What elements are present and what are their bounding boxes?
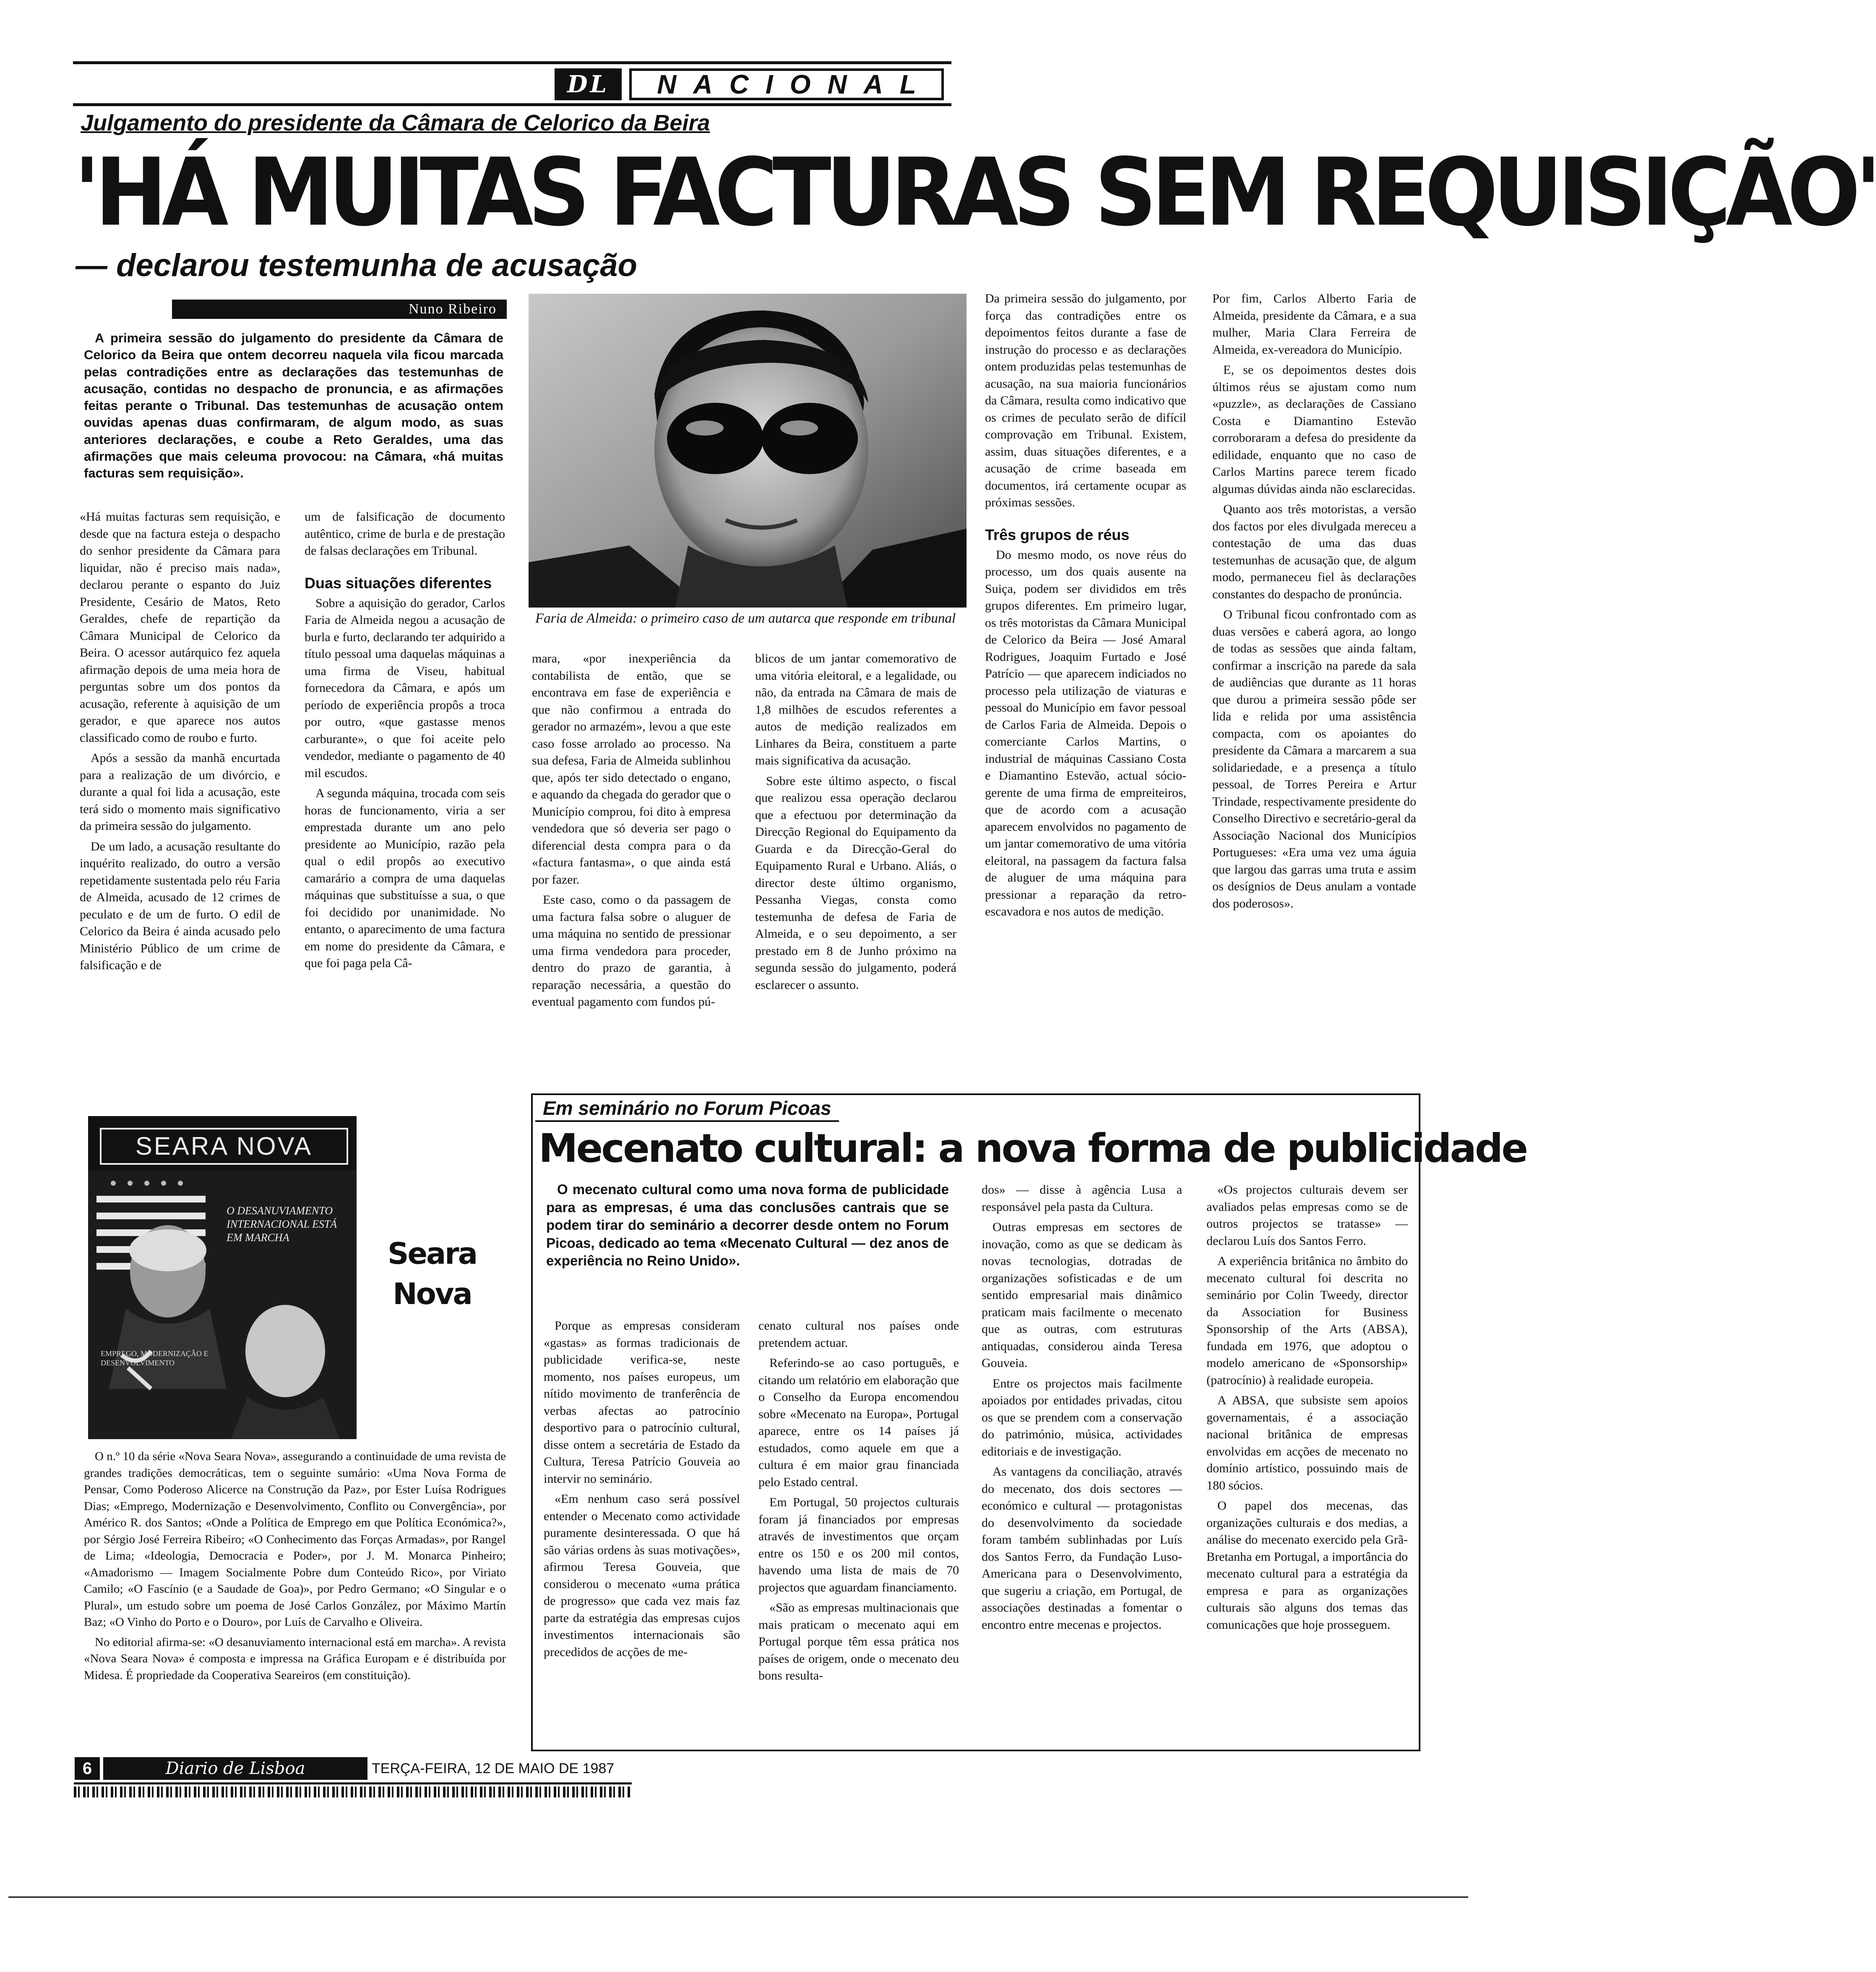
- paragraph: E, se os depoimentos destes dois últimos réus se ajustam como num «puzzle», as declarações de Cassiano Costa e Diamantino Estevão corroboraram a defesa do presidente da edilidade, enquanto que no caso de Carlos Martins parece terem ficado algumas dúvidas ainda não esclarecidas.: [1212, 363, 1416, 496]
- paragraph: Por fim, Carlos Alberto Faria de Almeida, presidente da Câmara, e a sua mulher, Maria Clara Ferreira de Almeida, ex-vereadora do Município.: [1212, 292, 1416, 357]
- article2-lead: O mecenato cultural como uma nova forma de publicidade para as empresas, é uma das conclusões cantrais que se podem tirar do seminário a decorrer desde ontem no Forum Picoas, dedicado ao tema «Mecenato Cultural — dez anos de experiência no Reino Unido».: [546, 1182, 949, 1268]
- article1-lead: A primeira sessão do julgamento do presidente da Câmara de Celorico da Beira que ontem decorreu naquela vila ficou marcada pelas contradições entre as declarações das testemunhas de acusação, contidas no despacho de pronuncia, e as afirmações feitas perante o Tribunal. Das testemunhas de acusação ontem ouvidas apenas duas confirmaram, de algum modo, as suas anteriores declarações, e coube a Reto Geraldes, uma das afirmações que mais celeuma provocou: na Câmara, «há muitas facturas sem requisição».: [84, 331, 503, 481]
- subheading: Três grupos de réus: [985, 526, 1130, 543]
- paragraph: O Tribunal ficou confrontado com as duas versões e caberá agora, ao longo de todas as sessões que ainda faltam, confirmar a inscrição na parede da sala de audiências que durante as 11 horas que durou a primeira sessão pôde ser lida e relida por uma assistência compacta, com os apoiantes do presidente da Câmara a marcarem a sua solidariedade, e a presença a título pessoal, de Torres Pereira e Artur Trindade, respectivamente presidente do Conselho Directivo e secretário-geral da Associação Nacional dos Municípios Portugueses: «Era uma vez uma águia que largou das garras uma truta e assim os desígnios de Deus anulam a vontade dos poderosos».: [1212, 608, 1416, 910]
- paragraph: cenato cultural nos países onde pretendem actuar.: [758, 1319, 959, 1350]
- paragraph: A segunda máquina, trocada com seis horas de funcionamento, viria a ser emprestada durante um ano pelo presidente ao Município, razão pela qual o edil propôs ao executivo camarário a compra de uma daquelas máquinas que substituísse a sua, o que foi decidido por unanimidade. No entanto, o aparecimento de uma factura em nome do presidente da Câmara, e que foi paga pela Câ-: [305, 786, 505, 970]
- paragraph: Este caso, como o da passagem de uma factura falsa sobre o aluguer de uma máquina no sentido de pressionar uma firma vendedora para proceder, dentro do prazo de garantia, à reparação necessária, a questão do eventual pagamento com fundos pú-: [532, 893, 731, 1009]
- article2-column-1: [544, 1317, 740, 1664]
- article1-deck: — declarou testemunha de acusação: [76, 248, 637, 283]
- article1-kicker: Julgamento do presidente da Câmara de Celorico da Beira: [81, 110, 710, 136]
- paragraph: Entre os projectos mais facilmente apoiados por entidades privadas, citou os que se prendem com a conservação do património, música, actividades editoriais e de investigação.: [982, 1376, 1182, 1458]
- paragraph: No editorial afirma-se: «O desanuviamento internacional está em marcha». A revista «Nova Seara Nova» é composta e impressa na Gráfica Europam e é distribuída por Midesa. É propriedade da Cooperativa Seareiros (em constituição).: [84, 1635, 506, 1682]
- paragraph: Após a sessão da manhã encurtada para a realização de um divórcio, e durante a qual foi lida a acusação, este terá sido o momento mais significativo da primeira sessão do julgamento.: [80, 751, 280, 833]
- article1-column-1: [80, 509, 280, 978]
- paragraph: Sobre a aquisição do gerador, Carlos Faria de Almeida negou a acusação de burla e furto, declarando ter adquirido a título pessoal uma daquelas máquinas a uma firma de Viseu, habitual fornecedora da Câmara, e após um período de experiência propôs a troca por outro, «que gastasse menos carburante», o que foi aceite pelo vendedor, mediante o pagamento de 40 mil escudos.: [305, 596, 505, 780]
- paragraph: Quanto aos três motoristas, a versão dos factos por eles divulgada mereceu a contestação de uma das duas testemunhas de acusação que, de algum modo, permaneceu fiel às declarações constantes do despacho de pronúncia.: [1212, 502, 1416, 601]
- paragraph: dos» — disse à agência Lusa a responsável pela pasta da Cultura.: [982, 1183, 1182, 1214]
- page-bottom-rule: [8, 1896, 1468, 1898]
- paragraph: Sobre este último aspecto, o fiscal que realizou essa operação declarou que a efectuou por determinação da Direcção Regional do Equipamento da Guarda e da Direcção-Geral do Equipamento Rural e Urbano. Aliás, o director deste último organismo, Pessanha Viegas, consta como testemunha de defesa de Faria de Almeida, e o seu depoimento, a ser prestado em 8 de Junho próximo na segunda sessão do julgamento, poderá esclarecer o assunto.: [755, 774, 956, 992]
- article1-column-5: [985, 290, 1186, 924]
- paragraph: Da primeira sessão do julgamento, por força das contradições entre os depoimentos feitos durante a fase de instrução do processo e as declarações ontem produzidas pelas testemunhas de acusação, na sua maioria funcionários da Câmara, resulta como indicativo que os crimes de peculato serão de difícil comprovação em Tribunal. Existem, assim, duas situações diferentes, e a acusação de crime baseada em documentos, irá certamente ocupar as próximas sessões.: [985, 292, 1186, 509]
- paragraph: «Há muitas facturas sem requisição, e desde que na factura esteja o despacho do senhor presidente da Câmara para liquidar, não é preciso mais nada», declarou perante o espanto do Juiz Presidente, Cesário de Matos, Reto Geraldes, chefe de repartição da Câmara Municipal de Celorico da Beira. O acessor autárquico fez aquela afirmação depois de uma meia hora de perguntas sobre um dos pontos da acusação, referente à aquisição de um gerador, e que aparece nos autos classificado como de roubo e furto.: [80, 510, 280, 745]
- paragraph: «Em nenhum caso será possível entender o Mecenato como actividade puramente desinteressada. O que há são várias ordens às suas motivações», afirmou Teresa Gouveia, que considerou o mecenato «uma prática de progresso» que cada vez mais faz parte da estratégia das empresas cujos investimentos internacionais são precedidos de acções de me-: [544, 1492, 740, 1659]
- article1-column-4: [755, 650, 956, 997]
- masthead-logo: DL: [555, 68, 622, 100]
- seara-nova-title: Seara Nova: [388, 1236, 477, 1311]
- paragraph: «São as empresas multinacionais que mais praticam o mecenato aqui em Portugal porque têm essa prática nos países de origem, onde o mecenato deu bons resulta-: [758, 1601, 959, 1682]
- article1-column-6: [1212, 290, 1416, 916]
- footer-rule: [74, 1782, 632, 1784]
- cover-title: SEARA NOVA: [100, 1128, 348, 1165]
- cover-headline: O DESANUVIAMENTO INTERNACIONAL ESTÁ EM MARCHA: [227, 1205, 337, 1244]
- footer-pattern: [74, 1787, 632, 1797]
- masthead-bottom-rule: [73, 103, 951, 106]
- masthead-top-rule: [73, 61, 951, 64]
- seara-nova-cover: [88, 1116, 357, 1439]
- paragraph: A ABSA, que subsiste sem apoios governamentais, é a associação nacional britânica de empresas envolvidas em acções de mecenato no domínio artístico, possuindo mais de 180 sócios.: [1206, 1393, 1408, 1492]
- paragraph: Porque as empresas consideram «gastas» as formas tradicionais de publicidade verifica-se, neste momento, nos países europeus, um nítido movimento de tranferência de verbas afectas ao patrocínio desportivo para o patrocínio cultural, disse ontem a secretária de Estado da Cultura, Teresa Patrício Gouveia ao intervir no seminário.: [544, 1319, 740, 1486]
- article2-column-4: [1206, 1182, 1408, 1637]
- paragraph: Em Portugal, 50 projectos culturais foram já financiados por empresas através de investimentos que orçam entre os 150 e os 200 mil contos, havendo uma lista de mais de 70 projectos que aguardam financiamento.: [758, 1495, 959, 1594]
- article2-headline: Mecenato cultural: a nova forma de publicidade: [539, 1126, 1527, 1171]
- article2-column-3: [982, 1182, 1182, 1637]
- footer-page-number: 6: [75, 1757, 100, 1780]
- paragraph: O n.º 10 da série «Nova Seara Nova», assegurando a continuidade de uma revista de grandes tradições democráticas, tem o seguinte sumário: «Uma Nova Forma de Pensar, Como Poderoso Alicerce na Construção da Paz», por Ester Luísa Rodrigues Dias; «Emprego, Modernização e Desenvolvimento, Conflito ou Convergência», por Américo R. dos Santos; «Onde a Política de Emprego em que Política Económica?», por Sérgio José Ferreira Ribeiro; «O Conhecimento das Forças Armadas», por Rangel de Lima; «Ideologia, Democracia e Poder», por J. M. Monarca Pinheiro; «Amadorismo — Imagem Socialmente Pobre dum Conteúdo Rico», por Viriato Camilo; «O Fascínio (e a Saudade de Goa)», por Pedro Germano; «O Singular e o Plural», um estudo sobre um poema de José Carlos González, por Máximo Martín Baz; «O Vinho do Porto e o Douro», por Luís de Carvalho e Oliveira.: [84, 1450, 506, 1629]
- paragraph: blicos de um jantar comemorativo de uma vitória eleitoral, e a legalidade, ou não, da entrada na Câmara de mais de 1,8 milhões de escudos referentes a autos de medição realizados em Linhares da Beira, constituem a parte mais significativa da acusação.: [755, 652, 956, 767]
- article2-column-2: [758, 1317, 959, 1688]
- paragraph: mara, «por inexperiência da contabilista de então, que se encontrava em fase de experiência e que não confirmou a entrada do gerador no armazém», levou a que este caso fosse arrolado ao processo. Na sua defesa, Faria de Almeida sublinhou que, após ter sido detectado o engano, e aquando da chegada do gerador que o Município comprou, foi dito à empresa vendedora que só deveria ser pago o diferencial desta compra para o da «factura fantasma», o que ainda está por fazer.: [532, 652, 731, 887]
- paragraph: De um lado, a acusação resultante do inquérito realizado, do outro a versão repetidamente sustentada pelo réu Faria de Almeida, acusado de 12 crimes de peculato e de um de furto. O edil de Celorico da Beira é ainda acusado pelo Ministério Público de um crime de falsificação e de: [80, 839, 280, 972]
- paragraph: A experiência britânica no âmbito do mecenato cultural foi descrita no seminário por Colin Tweedy, director da Association for Business Sponsorship of the Arts (ABSA), fundada em 1976, que adoptou o modelo americano de «Sponsorship» (patrocínio) à realidade europeia.: [1206, 1254, 1408, 1387]
- article1-column-3: [532, 650, 731, 1014]
- subheading: Duas situações diferentes: [305, 574, 492, 592]
- faria-de-almeida-photo: [529, 294, 967, 608]
- paragraph: um de falsificação de documento autêntico, crime de burla e de prestação de falsas declarações em Tribunal.: [305, 510, 505, 558]
- section-label: NACIONAL: [629, 68, 944, 100]
- seara-nova-text: [84, 1448, 506, 1687]
- article1-column-2: [305, 509, 505, 976]
- paragraph: Do mesmo modo, os nove réus do processo, um dos quais ausente na Suiça, podem ser divididos em três grupos diferentes. Em primeiro lugar, os três motoristas da Câmara Municipal de Celorico da Beira — José Amaral Rodrigues, Joaquim Furtado e José Patrício — que aparecem indiciados no processo pela utilização de viaturas e pessoal do Município em favor pessoal de Carlos Faria de Almeida. Depois o comerciante Carlos Martins, o industrial de máquinas Cassiano Costa e Diamantino Estevão, actual sócio-gerente de uma firma de empreiteiros, que de acordo com a acusação aparecem envolvidos no pagamento de um jantar comemorativo de uma vitória eleitoral, na passagem da factura falsa de aluguer de uma máquina para pressionar a reparação da retro-escavadora e nos autos de medição.: [985, 548, 1186, 918]
- paragraph: O papel dos mecenas, das organizações culturais e dos medias, a análise do mecenato exercido pela Grã-Bretanha em Portugal, a importância do mecenato cultural para a estratégia da empresa e para as organizações culturais são alguns dos temas das comunicações que hoje prosseguem.: [1206, 1499, 1408, 1632]
- paragraph: Outras empresas em sectores de inovação, como as que se dedicam às novas tecnologias, dotradas de organizações sofisticadas e de um sentido empresarial mais dinâmico praticam mais facilmente o mecenato que as outras, com estruturas antiquadas, considerou ainda Teresa Gouveia.: [982, 1220, 1182, 1370]
- article1-headline: 'HÁ MUITAS FACTURAS SEM REQUISIÇÃO': [74, 138, 1876, 247]
- paragraph: Referindo-se ao caso português, e citando um relatório em elaboração que o Conselho da Europa encomendou sobre «Mecenato na Europa», Portugal aparece, entre os 14 países já estudados, como aquele em que a cultura é em maior grau financiada pelo Estado central.: [758, 1356, 959, 1489]
- photo-caption: Faria de Almeida: o primeiro caso de um autarca que responde em tribunal: [535, 611, 956, 626]
- article2-kicker: Em seminário no Forum Picoas: [535, 1096, 839, 1122]
- footer-paper-name: Diario de Lisboa: [103, 1757, 367, 1780]
- byline-bar: Nuno Ribeiro: [172, 300, 507, 319]
- cover-subtext: EMPREGO, MODERNIZAÇÃO E DESENVOLVIMENTO: [101, 1349, 208, 1367]
- paragraph: «Os projectos culturais devem ser avaliados pelas empresas como se de outros projectos se tratasse» — declarou Luís dos Santos Ferro.: [1206, 1183, 1408, 1248]
- footer-date: TERÇA-FEIRA, 12 DE MAIO DE 1987: [372, 1761, 615, 1776]
- paragraph: As vantagens da conciliação, através do mecenato, dos dois sectores — económico e cultural — protagonistas do desenvolvimento da sociedade foram também sublinhadas por Luís dos Santos Ferro, da Fundação Luso-Americana para o Desenvolvimento, que sugeriu a criação, em Portugal, de associações destinadas a fomentar o encontro entre mecenas e projectos.: [982, 1465, 1182, 1632]
